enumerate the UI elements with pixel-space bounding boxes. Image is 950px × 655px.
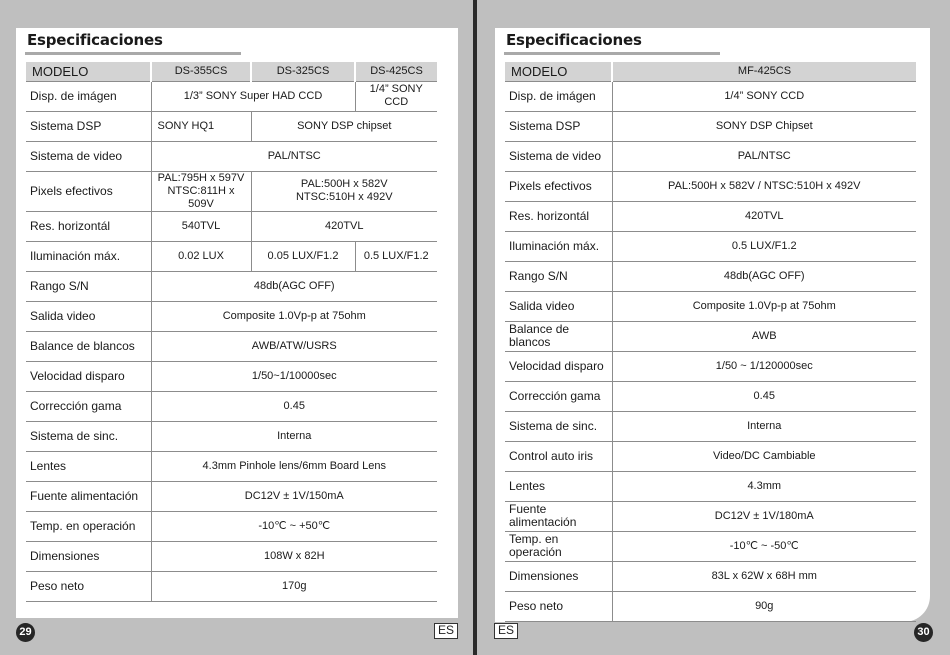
cell-value: DC12V ± 1V/180mA <box>612 501 916 531</box>
title-underline <box>504 52 720 55</box>
spec-table-ds <box>26 62 437 602</box>
cell-value: 420TVL <box>612 201 916 231</box>
cell-value: SONY DSP Chipset <box>612 111 916 141</box>
cell-value: AWB/ATW/USRS <box>151 331 437 361</box>
cell-value: 420TVL <box>251 211 437 241</box>
row-label: Res. horizontál <box>505 201 612 231</box>
row-label: Corrección gama <box>26 391 151 421</box>
row-label: Salida video <box>26 301 151 331</box>
row-label: Sistema DSP <box>26 111 151 141</box>
row-balance <box>26 331 437 361</box>
spec-row <box>505 261 916 291</box>
model-ds325cs: DS-325CS <box>251 62 355 81</box>
row-disp <box>26 81 437 111</box>
page-number: 30 <box>914 623 933 642</box>
language-badge: ES <box>434 623 458 639</box>
row-label: Pixels efectivos <box>26 171 151 211</box>
cell-value: DC12V ± 1V/150mA <box>151 481 437 511</box>
row-label: Iluminación máx. <box>505 231 612 261</box>
cell-value: 4.3mm Pinhole lens/6mm Board Lens <box>151 451 437 481</box>
left-page <box>16 28 458 618</box>
cell-value: 0.5 LUX/F1.2 <box>612 231 916 261</box>
cell-value: -10℃ ~ +50℃ <box>151 511 437 541</box>
cell-value: Video/DC Cambiable <box>612 441 916 471</box>
modelo-header: MODELO <box>505 62 612 81</box>
header-row <box>26 62 437 81</box>
cell-value: 1/4” SONY CCD <box>612 81 916 111</box>
cell-value: 0.45 <box>612 381 916 411</box>
row-sn <box>26 271 437 301</box>
cell-value: 1/50~1/10000sec <box>151 361 437 391</box>
cell-value: 1/3” SONY Super HAD CCD <box>151 81 355 111</box>
row-label: Temp. en operación <box>505 531 612 561</box>
row-label: Balance de blancos <box>26 331 151 361</box>
cell-value: 170g <box>151 571 437 601</box>
spec-row <box>505 171 916 201</box>
cell-value: 1/4” SONY CCD <box>355 81 437 111</box>
row-label: Sistema DSP <box>505 111 612 141</box>
row-label: Lentes <box>26 451 151 481</box>
cell-value: PAL/NTSC <box>612 141 916 171</box>
cell-value: 0.5 LUX/F1.2 <box>355 241 437 271</box>
cell-value: 1/50 ~ 1/120000sec <box>612 351 916 381</box>
row-label: Disp. de imágen <box>505 81 612 111</box>
row-label: Salida video <box>505 291 612 321</box>
row-lentes <box>26 451 437 481</box>
row-label: Peso neto <box>505 591 612 621</box>
modelo-header: MODELO <box>26 62 151 81</box>
spec-row <box>505 441 916 471</box>
row-salida <box>26 301 437 331</box>
row-label: Dimensiones <box>505 561 612 591</box>
spec-row <box>505 501 916 531</box>
model-ds355cs: DS-355CS <box>151 62 251 81</box>
cell-value: 4.3mm <box>612 471 916 501</box>
row-ilum <box>26 241 437 271</box>
cell-value: Composite 1.0Vp-p at 75ohm <box>612 291 916 321</box>
row-label: Control auto iris <box>505 441 612 471</box>
cell-value: 90g <box>612 591 916 621</box>
row-label: Fuente alimentación <box>505 501 612 531</box>
row-label: Temp. en operación <box>26 511 151 541</box>
book-spine <box>473 0 477 655</box>
cell-value: Composite 1.0Vp-p at 75ohm <box>151 301 437 331</box>
header-row <box>505 62 916 81</box>
spec-row <box>505 471 916 501</box>
row-gamma <box>26 391 437 421</box>
row-label: Iluminación máx. <box>26 241 151 271</box>
cell-value: 48db(AGC OFF) <box>612 261 916 291</box>
row-label: Velocidad disparo <box>505 351 612 381</box>
right-page <box>495 28 930 622</box>
row-velocidad <box>26 361 437 391</box>
cell-value: PAL:500H x 582V NTSC:510H x 492V <box>251 171 437 211</box>
page-title: Especificaciones <box>506 31 642 49</box>
cell-value: PAL:795H x 597V NTSC:811H x 509V <box>151 171 251 211</box>
row-label: Pixels efectivos <box>505 171 612 201</box>
spec-row <box>505 381 916 411</box>
cell-value: 83L x 62W x 68H mm <box>612 561 916 591</box>
spec-row <box>505 141 916 171</box>
spec-row <box>505 201 916 231</box>
row-dim <box>26 541 437 571</box>
spec-row <box>505 291 916 321</box>
row-label: Dimensiones <box>26 541 151 571</box>
cell-value: SONY DSP chipset <box>251 111 437 141</box>
row-label: Rango S/N <box>505 261 612 291</box>
row-video <box>26 141 437 171</box>
row-label: Peso neto <box>26 571 151 601</box>
model-ds425cs: DS-425CS <box>355 62 437 81</box>
cell-value: PAL:500H x 582V / NTSC:510H x 492V <box>612 171 916 201</box>
row-label: Fuente alimentación <box>26 481 151 511</box>
row-sinc <box>26 421 437 451</box>
cell-value: SONY HQ1 <box>151 111 251 141</box>
row-label: Rango S/N <box>26 271 151 301</box>
spec-row <box>505 111 916 141</box>
cell-value: Interna <box>151 421 437 451</box>
row-temp <box>26 511 437 541</box>
cell-value: AWB <box>612 321 916 351</box>
spec-table-mf <box>505 62 916 622</box>
spec-row <box>505 231 916 261</box>
spec-row <box>505 351 916 381</box>
spec-row <box>505 321 916 351</box>
cell-value: 540TVL <box>151 211 251 241</box>
spec-row <box>505 531 916 561</box>
spec-row <box>505 81 916 111</box>
row-peso <box>26 571 437 601</box>
cell-value: PAL/NTSC <box>151 141 437 171</box>
row-label: Sistema de sinc. <box>505 411 612 441</box>
spec-row <box>505 411 916 441</box>
spec-row <box>505 561 916 591</box>
row-res <box>26 211 437 241</box>
page-number: 29 <box>16 623 35 642</box>
row-label: Disp. de imágen <box>26 81 151 111</box>
cell-value: 108W x 82H <box>151 541 437 571</box>
row-label: Corrección gama <box>505 381 612 411</box>
row-fuente <box>26 481 437 511</box>
row-label: Sistema de video <box>505 141 612 171</box>
title-underline <box>25 52 241 55</box>
cell-value: -10℃ ~ -50℃ <box>612 531 916 561</box>
row-dsp <box>26 111 437 141</box>
row-label: Sistema de video <box>26 141 151 171</box>
cell-value: 48db(AGC OFF) <box>151 271 437 301</box>
cell-value: 0.05 LUX/F1.2 <box>251 241 355 271</box>
row-label: Lentes <box>505 471 612 501</box>
page-title: Especificaciones <box>27 31 163 49</box>
row-pixels <box>26 171 437 211</box>
language-badge: ES <box>494 623 518 639</box>
spec-row <box>505 591 916 621</box>
cell-value: 0.02 LUX <box>151 241 251 271</box>
row-label: Res. horizontál <box>26 211 151 241</box>
cell-value: 0.45 <box>151 391 437 421</box>
row-label: Sistema de sinc. <box>26 421 151 451</box>
row-label: Balance de blancos <box>505 321 612 351</box>
model-mf425cs: MF-425CS <box>612 62 916 81</box>
row-label: Velocidad disparo <box>26 361 151 391</box>
cell-value: Interna <box>612 411 916 441</box>
